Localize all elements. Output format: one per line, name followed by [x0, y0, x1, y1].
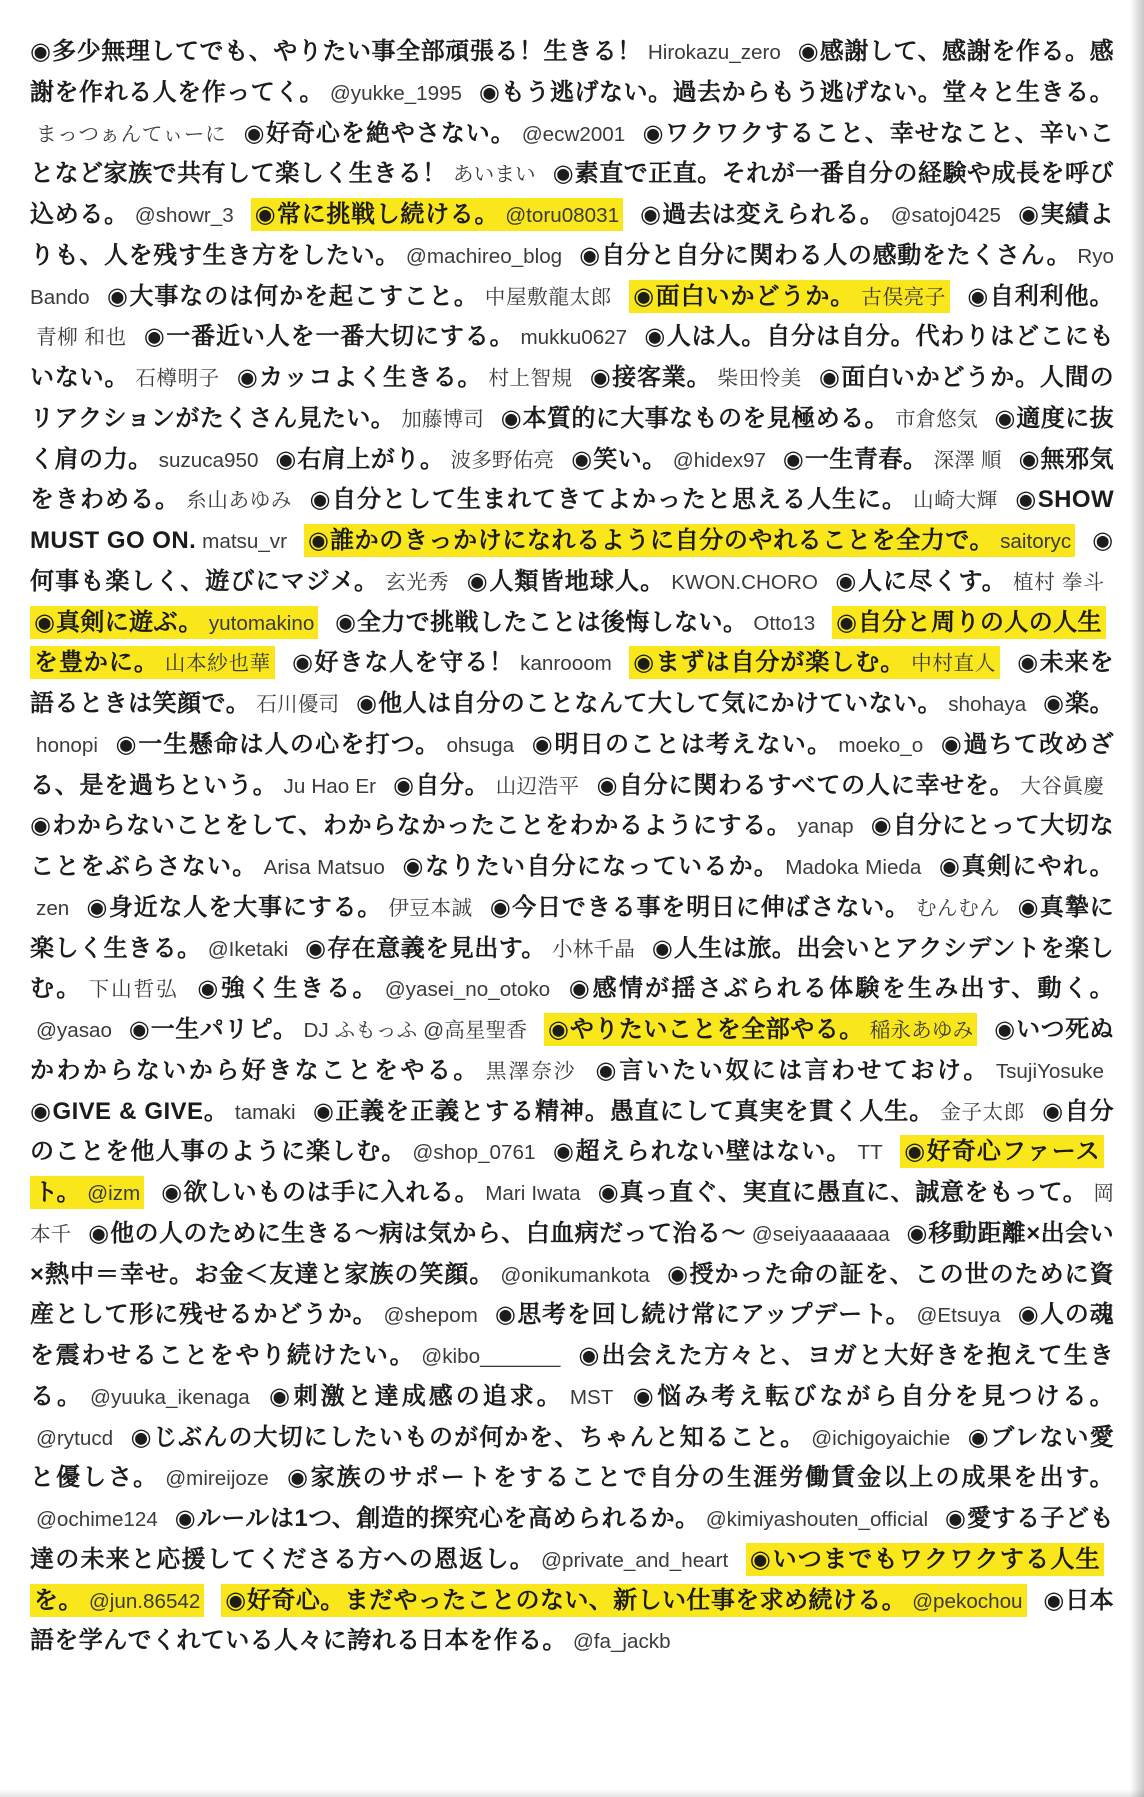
highlighted-quote-entry [221, 1584, 1026, 1617]
page-edge-shadow [1130, 0, 1144, 1797]
quote-author: 岡本千 [30, 1182, 1114, 1246]
quote-message: 一生パリピ。 [150, 1016, 298, 1043]
bullet-marker-icon: ◉ [1017, 648, 1039, 677]
quote-entry [30, 812, 854, 839]
quote-message: 人に尽くす。 [857, 567, 1007, 595]
quote-author: 中村直人 [911, 652, 996, 676]
quote-author: @ochime124 [36, 1508, 158, 1531]
bullet-marker-icon: ◉ [30, 1096, 52, 1125]
quote-author: Otto13 [753, 611, 816, 635]
quote-message: 自分に関わるすべての人に幸せを。 [618, 771, 1015, 799]
quote-entry [115, 731, 514, 758]
quote-message: 一生懸命は人の心を打つ。 [138, 730, 441, 758]
quote-message: 過ちて改めざる、是を過ちという。 [30, 730, 1114, 799]
quote-message: 強く生きる。 [221, 975, 379, 1003]
quote-entry [269, 1383, 613, 1410]
quote-message: 一番近い人を一番大切にする。 [166, 323, 515, 351]
quote-author: 黒澤奈沙 [485, 1059, 577, 1083]
quote-message: 自分と自分に関わる人の感動をたくさん。 [601, 241, 1072, 269]
quote-message: 他の人のために生きる〜病は気から、白血病だって治る〜 [110, 1219, 746, 1247]
bullet-marker-icon: ◉ [651, 933, 673, 962]
quote-entry [292, 649, 612, 676]
quote-entry [129, 1016, 527, 1043]
quote-message: 人の魂を震わせることをやり続けたい。 [30, 1301, 1114, 1369]
bullet-marker-icon: ◉ [489, 892, 512, 921]
quote-list [30, 32, 1114, 1662]
quote-entry [305, 935, 635, 962]
bullet-marker-icon: ◉ [305, 933, 327, 962]
quote-message: 大事なのは何かを起こすこと。 [129, 282, 479, 310]
quote-message: 好奇心ファースト。 [34, 1138, 1101, 1206]
quote-author: @kimiyashouten_official [705, 1508, 929, 1531]
bullet-marker-icon: ◉ [632, 1381, 657, 1410]
quote-message: 面白いかどうか。 [655, 282, 856, 310]
quote-entry [130, 1424, 950, 1451]
quote-author: 山辺浩平 [495, 774, 580, 798]
quote-author: 波多野佑亮 [450, 448, 555, 472]
quote-message: 真剣に遊ぶ。 [55, 608, 203, 636]
quote-message: 無邪気をきわめる。 [30, 445, 1115, 514]
quote-author: @shepom [383, 1304, 478, 1328]
quote-entry [144, 323, 627, 350]
quote-author: mukku0627 [520, 326, 628, 350]
page-bottom-shadow [0, 1789, 1144, 1797]
quote-author: 古俣亮子 [861, 285, 946, 309]
quote-entry [161, 1179, 581, 1206]
quote-message: 誰かのきっかけになれるように自分のやれることを全力で。 [330, 527, 995, 554]
bullet-marker-icon: ◉ [633, 281, 655, 310]
quote-message: 感情が揺さぶられる体験を生み出す、動く。 [592, 975, 1114, 1003]
quote-message: 自分のことを他人事のように楽しむ。 [30, 1097, 1114, 1166]
quote-author: MST [569, 1385, 614, 1409]
bullet-marker-icon: ◉ [34, 607, 55, 636]
quote-author: zen [36, 896, 70, 920]
quote-author: @yasao [36, 1019, 112, 1042]
bullet-marker-icon: ◉ [106, 281, 129, 310]
quote-message: 思考を回し続け常にアップデート。 [517, 1301, 911, 1329]
quote-message: ルールは1つ、創造的探究心を高められるか。 [196, 1505, 700, 1532]
quote-entry [495, 1301, 1001, 1328]
bullet-marker-icon: ◉ [667, 1259, 689, 1288]
quote-entry [402, 853, 921, 880]
quote-author: @ichigoyaichie [811, 1426, 951, 1450]
bullet-marker-icon: ◉ [994, 403, 1016, 432]
quote-entry [243, 120, 625, 147]
bullet-marker-icon: ◉ [243, 118, 265, 147]
quote-message: 正義を正義とする精神。愚直にして真実を貫く人生。 [335, 1097, 935, 1125]
bullet-marker-icon: ◉ [547, 1015, 569, 1043]
quote-author: ohsuga [446, 733, 515, 757]
quote-author: @pekochou [912, 1589, 1023, 1613]
quote-author: @yukke_1995 [329, 81, 463, 105]
quote-author: Madoka Mieda [785, 856, 922, 879]
quote-author: @izm [87, 1182, 141, 1205]
quote-author: 山崎大輝 [913, 489, 998, 513]
bullet-marker-icon: ◉ [552, 159, 574, 188]
bullet-marker-icon: ◉ [225, 1585, 247, 1614]
quote-author: @shop_0761 [412, 1141, 536, 1165]
quote-author: Hirokazu_zero [647, 41, 781, 64]
quote-author: 稲永あゆみ [869, 1019, 974, 1042]
quote-message: 面白いかどうか。人間のリアクションがたくさん見たい。 [30, 364, 1114, 432]
bullet-marker-icon: ◉ [1017, 892, 1039, 921]
bullet-marker-icon: ◉ [904, 1137, 926, 1166]
quote-author: @toru08031 [505, 204, 620, 227]
quote-author: Ryo Bando [30, 244, 1114, 309]
quote-entry [356, 690, 1026, 717]
quote-message: 他人は自分のことなんて大して気にかけていない。 [378, 690, 943, 717]
bullet-marker-icon: ◉ [994, 1015, 1016, 1043]
quote-message: ブレない愛と優しさ。 [30, 1423, 1114, 1492]
quote-author: 深澤 順 [933, 448, 1002, 472]
quote-message: わからないことをして、わからなかったことをわかるようにする。 [52, 812, 792, 840]
quote-author: DJ ふもっふ @高星聖香 [303, 1019, 528, 1042]
quote-message: じぶんの大切にしたいものが何かを、ちゃんと知ること。 [153, 1423, 806, 1451]
quote-author: 小林千晶 [551, 937, 635, 961]
quote-entry [237, 364, 573, 391]
quote-entry [88, 1220, 890, 1247]
quote-author: むんむん [915, 896, 1001, 920]
quote-message: 真剣にやれ。 [961, 853, 1115, 880]
quote-message: 自分。 [415, 771, 490, 799]
highlighted-quote-entry [629, 646, 1000, 679]
bullet-marker-icon: ◉ [269, 1381, 293, 1410]
bullet-marker-icon: ◉ [393, 770, 415, 799]
quote-entry [597, 772, 1104, 799]
highlighted-quote-entry [544, 1013, 977, 1046]
quote-message: 何事も楽しく、遊びにマジメ。 [30, 567, 380, 595]
quote-author: @Etsuya [916, 1304, 1001, 1328]
quote-message: 真摯に楽しく生きる。 [30, 893, 1114, 962]
quote-author: 中屋敷龍太郎 [484, 285, 612, 309]
quote-message: 人類皆地球人。 [489, 567, 666, 595]
highlighted-quote-entry [629, 280, 950, 313]
bullet-marker-icon: ◉ [307, 526, 330, 554]
bullet-marker-icon: ◉ [466, 566, 489, 595]
quote-message: 好奇心。まだやったことのない、新しい仕事を求め続ける。 [247, 1586, 907, 1614]
quote-author: honopi [36, 733, 98, 757]
bullet-marker-icon: ◉ [174, 1504, 196, 1532]
quote-message: 家族のサポートをすることで自分の生涯労働賃金以上の成果を出す。 [310, 1464, 1114, 1492]
bullet-marker-icon: ◉ [1017, 1300, 1039, 1329]
bullet-marker-icon: ◉ [797, 37, 819, 65]
quote-entry [571, 446, 766, 473]
bullet-marker-icon: ◉ [143, 322, 166, 351]
quote-author: @mireijoze [165, 1467, 269, 1491]
bullet-marker-icon: ◉ [115, 729, 138, 758]
quote-entry [532, 731, 924, 758]
quote-author: tamaki [234, 1100, 296, 1124]
quote-message: いつまでもワクワクする人生を。 [34, 1545, 1100, 1614]
quote-message: 悩み考え転びながら自分を見つける。 [657, 1382, 1114, 1410]
quote-message: 授かった命の証を、この世のために資産として形に残せるかどうか。 [30, 1260, 1114, 1329]
quote-author: @fa_jackb [572, 1630, 671, 1654]
bullet-marker-icon: ◉ [1092, 526, 1114, 554]
quote-author: @kibo_______ [421, 1345, 561, 1368]
quote-message: 楽。 [1065, 690, 1114, 717]
bullet-marker-icon: ◉ [1017, 200, 1040, 228]
quote-entry [86, 894, 472, 921]
quote-message: 愛する子ども達の未来と応援してくださる方への恩返し。 [30, 1505, 1114, 1573]
quote-author: @onikumankota [500, 1263, 650, 1287]
quote-author: KWON.CHORO [671, 570, 818, 594]
quote-author: 糸山あゆみ [186, 489, 293, 513]
bullet-marker-icon: ◉ [236, 363, 259, 391]
bullet-marker-icon: ◉ [835, 566, 857, 595]
quote-message: カッコよく生きる。 [259, 364, 483, 391]
bullet-marker-icon: ◉ [286, 1463, 310, 1492]
quote-entry [640, 201, 1001, 228]
quote-message: 多少無理してでも、やりたい事全部頑張る！生きる！ [52, 38, 642, 65]
quote-message: 日本語を学んでくれている人々に誇れる日本を作る。 [30, 1586, 1114, 1655]
quote-message: 自利利他。 [989, 282, 1114, 310]
bullet-marker-icon: ◉ [335, 607, 356, 636]
quote-author: Mari Iwata [485, 1182, 581, 1205]
quote-author: shohaya [948, 693, 1027, 716]
bullet-marker-icon: ◉ [818, 363, 841, 391]
quote-entry [335, 609, 815, 636]
quote-entry [30, 1098, 296, 1125]
quote-entry [175, 1505, 928, 1532]
quote-entry [275, 446, 554, 473]
bullet-marker-icon: ◉ [1015, 485, 1037, 514]
quote-message: 存在意義を見出す。 [327, 934, 546, 962]
bullet-marker-icon: ◉ [197, 974, 221, 1003]
quote-message: 明日のことは考えない。 [554, 730, 833, 758]
bullet-marker-icon: ◉ [749, 1544, 772, 1573]
quote-author: @showr_3 [134, 204, 234, 227]
bullet-marker-icon: ◉ [870, 811, 892, 840]
quote-entry [490, 894, 1001, 921]
bullet-marker-icon: ◉ [402, 852, 425, 880]
quote-author: 金子太郎 [940, 1100, 1025, 1124]
quote-entry [553, 1138, 883, 1165]
quote-author: @Iketaki [207, 937, 289, 961]
quote-author: Ju Hao Er [283, 774, 376, 798]
quote-message: 刺激と達成感の追求。 [293, 1382, 564, 1410]
quote-author: @rytucd [36, 1426, 114, 1450]
quote-entry [783, 446, 1002, 473]
quote-message: 素直で正直。それが一番自分の経験や成長を呼び込める。 [30, 160, 1114, 228]
quote-message: 今日できる事を明日に伸ばさない。 [512, 893, 910, 921]
quote-message: 欲しいものは手に入れる。 [183, 1179, 480, 1206]
bullet-marker-icon: ◉ [571, 444, 593, 473]
quote-message: 移動距離×出会い×熱中＝幸せ。お金＜友達と家族の笑顔。 [30, 1219, 1114, 1288]
quote-author: @satoj0425 [890, 204, 1001, 227]
quote-author: 青柳 和也 [36, 326, 127, 350]
quote-message: 全力で挑戦したことは後悔しない。 [356, 608, 748, 636]
bullet-marker-icon: ◉ [291, 648, 314, 677]
quote-message: なりたい自分になっているか。 [425, 853, 780, 880]
quote-message: 本質的に大事なものを見極める。 [522, 404, 889, 432]
bullet-marker-icon: ◉ [1018, 444, 1040, 473]
bullet-marker-icon: ◉ [275, 444, 297, 473]
quote-message: 超えられない壁はない。 [575, 1138, 852, 1166]
quote-message: 適度に抜く肩の力。 [30, 404, 1114, 473]
bullet-marker-icon: ◉ [595, 1055, 619, 1084]
quote-message: SHOW MUST GO ON. [30, 486, 1114, 554]
quote-author: 加藤博司 [401, 407, 484, 431]
quote-author: @ecw2001 [521, 122, 626, 146]
quote-author: 伊豆本誠 [388, 896, 473, 920]
quote-entry [30, 38, 781, 65]
bullet-marker-icon: ◉ [30, 811, 52, 840]
bullet-marker-icon: ◉ [596, 770, 618, 799]
bullet-marker-icon: ◉ [30, 37, 52, 65]
bullet-marker-icon: ◉ [579, 240, 601, 269]
bullet-marker-icon: ◉ [589, 363, 612, 391]
quote-message: 一生青春。 [804, 445, 928, 473]
quote-message: 常に挑戦し続ける。 [276, 201, 500, 228]
quote-author: 石川優司 [256, 693, 340, 716]
bullet-marker-icon: ◉ [130, 1422, 153, 1451]
quote-entry [590, 364, 802, 391]
quote-author: 市倉悠気 [894, 407, 978, 431]
bullet-marker-icon: ◉ [568, 974, 592, 1003]
bullet-marker-icon: ◉ [500, 403, 522, 432]
quote-message: 好きな人を守る！ [314, 649, 515, 677]
bullet-marker-icon: ◉ [938, 852, 961, 880]
quote-author: 植村 拳斗 [1012, 570, 1104, 594]
quote-author: @seiyaaaaaaa [751, 1222, 890, 1246]
quote-message: 好奇心を絶やさない。 [265, 119, 516, 147]
bullet-marker-icon: ◉ [642, 118, 665, 147]
quote-message: いつ死ぬかわからないから好きなことをやる。 [30, 1016, 1114, 1084]
quote-author: matsu_vr [202, 530, 287, 553]
quote-author: 下山哲弘 [88, 978, 179, 1002]
quote-entry [467, 568, 818, 595]
quote-message: 未来を語るときは笑顔で。 [30, 649, 1114, 717]
bullet-marker-icon: ◉ [940, 729, 963, 758]
quote-author: @yasei_no_otoko [384, 978, 551, 1002]
bullet-marker-icon: ◉ [478, 77, 500, 106]
bullet-marker-icon: ◉ [1042, 689, 1065, 717]
highlighted-quote-entry [30, 606, 318, 639]
quote-author: @machireo_blog [405, 244, 563, 268]
quote-author: moeko_o [838, 733, 924, 757]
bullet-marker-icon: ◉ [531, 729, 554, 758]
quote-author: 大谷眞慶 [1020, 774, 1104, 798]
bullet-marker-icon: ◉ [161, 1178, 183, 1206]
quote-author: まっつぁんてぃーに [36, 122, 227, 146]
quote-message: 実績よりも、人を残す生き方をしたい。 [30, 201, 1114, 269]
quote-author: @yuuka_ikenaga [90, 1385, 250, 1409]
bullet-marker-icon: ◉ [633, 648, 655, 677]
quote-author: suzuca950 [158, 448, 259, 472]
quote-author: @private_and_heart [541, 1548, 729, 1572]
bullet-marker-icon: ◉ [782, 444, 804, 473]
quote-message: 言いたい奴には言わせておけ。 [619, 1056, 990, 1084]
quote-author: 山本紗也華 [164, 652, 271, 676]
quote-message: 身近な人を大事にする。 [108, 893, 383, 921]
quote-author: yanap [797, 815, 854, 839]
highlighted-quote-entry [304, 524, 1075, 557]
quote-message: 過去は変えられる。 [662, 201, 885, 228]
quote-message: 笑い。 [593, 445, 667, 473]
quote-message: やりたいことを全部やる。 [569, 1016, 864, 1043]
quote-entry [595, 1057, 1104, 1084]
quote-message: まずは自分が楽しむ。 [655, 649, 906, 677]
quote-author: @hidex97 [672, 448, 766, 472]
bullet-marker-icon: ◉ [640, 200, 662, 228]
bullet-marker-icon: ◉ [356, 689, 378, 717]
bullet-marker-icon: ◉ [906, 1218, 928, 1247]
quote-message: 人生は旅。出会いとアクシデントを楽しむ。 [30, 934, 1114, 1003]
quote-message: ワクワクすること、幸せなこと、辛いことなど家族で共有して楽しく生きる！ [30, 119, 1115, 188]
quote-author: yutomakino [208, 611, 315, 635]
quote-author: Arisa Matsuo [263, 856, 385, 879]
quote-message: 人は人。自分は自分。代わりはどこにもいない。 [30, 323, 1115, 391]
quote-message: 接客業。 [612, 364, 712, 391]
bullet-marker-icon: ◉ [1043, 1585, 1065, 1614]
bullet-marker-icon: ◉ [312, 1096, 335, 1125]
quote-message: 右肩上がり。 [297, 445, 445, 473]
bullet-marker-icon: ◉ [309, 485, 331, 514]
quote-author: kanrooom [520, 652, 612, 676]
quote-entry [309, 486, 997, 513]
quote-author: あいまい [452, 163, 536, 187]
quote-message: もう逃げない。過去からもう逃げない。堂々と生きる。 [500, 78, 1114, 106]
quote-entry [393, 772, 579, 799]
bullet-marker-icon: ◉ [644, 322, 666, 351]
quote-message: 自分と周りの人の人生を豊かに。 [34, 608, 1102, 677]
quote-author: TT [857, 1141, 883, 1165]
quote-author: 村上智規 [488, 367, 573, 390]
bullet-marker-icon: ◉ [552, 1137, 575, 1166]
quote-author: 玄光秀 [385, 570, 450, 594]
bullet-marker-icon: ◉ [597, 1178, 619, 1206]
bullet-marker-icon: ◉ [967, 1422, 990, 1451]
quote-entry [501, 405, 978, 432]
quote-author: saitoryc [1000, 530, 1072, 553]
quote-message: 自分として生まれてきてよかったと思える人生に。 [331, 486, 907, 514]
bullet-marker-icon: ◉ [578, 1341, 601, 1369]
quote-message: 真っ直ぐ、実直に愚直に、誠意をもって。 [619, 1179, 1088, 1206]
quote-message: 出会えた方々と、ヨガと大好きを抱えて生きる。 [30, 1342, 1115, 1410]
quote-message: GIVE & GIVE。 [52, 1097, 229, 1125]
quote-author: TsujiYosuke [995, 1059, 1104, 1083]
quote-author: @jun.86542 [88, 1589, 201, 1613]
quote-entry [107, 283, 612, 310]
quote-entry [197, 975, 550, 1002]
bullet-marker-icon: ◉ [835, 607, 857, 636]
bullet-marker-icon: ◉ [494, 1300, 517, 1329]
quote-message: 自分にとって大切なことをぶらさない。 [30, 812, 1114, 880]
bullet-marker-icon: ◉ [128, 1015, 150, 1043]
quote-entry [835, 568, 1104, 595]
bullet-marker-icon: ◉ [86, 892, 108, 921]
bullet-marker-icon: ◉ [88, 1218, 110, 1247]
quote-author: 柴田怜美 [717, 367, 802, 390]
highlighted-quote-entry [251, 198, 623, 231]
quote-author: 石樽明子 [135, 367, 220, 390]
bullet-marker-icon: ◉ [1042, 1096, 1064, 1125]
bullet-marker-icon: ◉ [254, 200, 276, 228]
bullet-marker-icon: ◉ [944, 1504, 966, 1532]
quote-message: 感謝して、感謝を作る。感謝を作れる人を作ってく。 [30, 38, 1114, 106]
bullet-marker-icon: ◉ [967, 281, 989, 310]
quote-entry [313, 1098, 1025, 1125]
